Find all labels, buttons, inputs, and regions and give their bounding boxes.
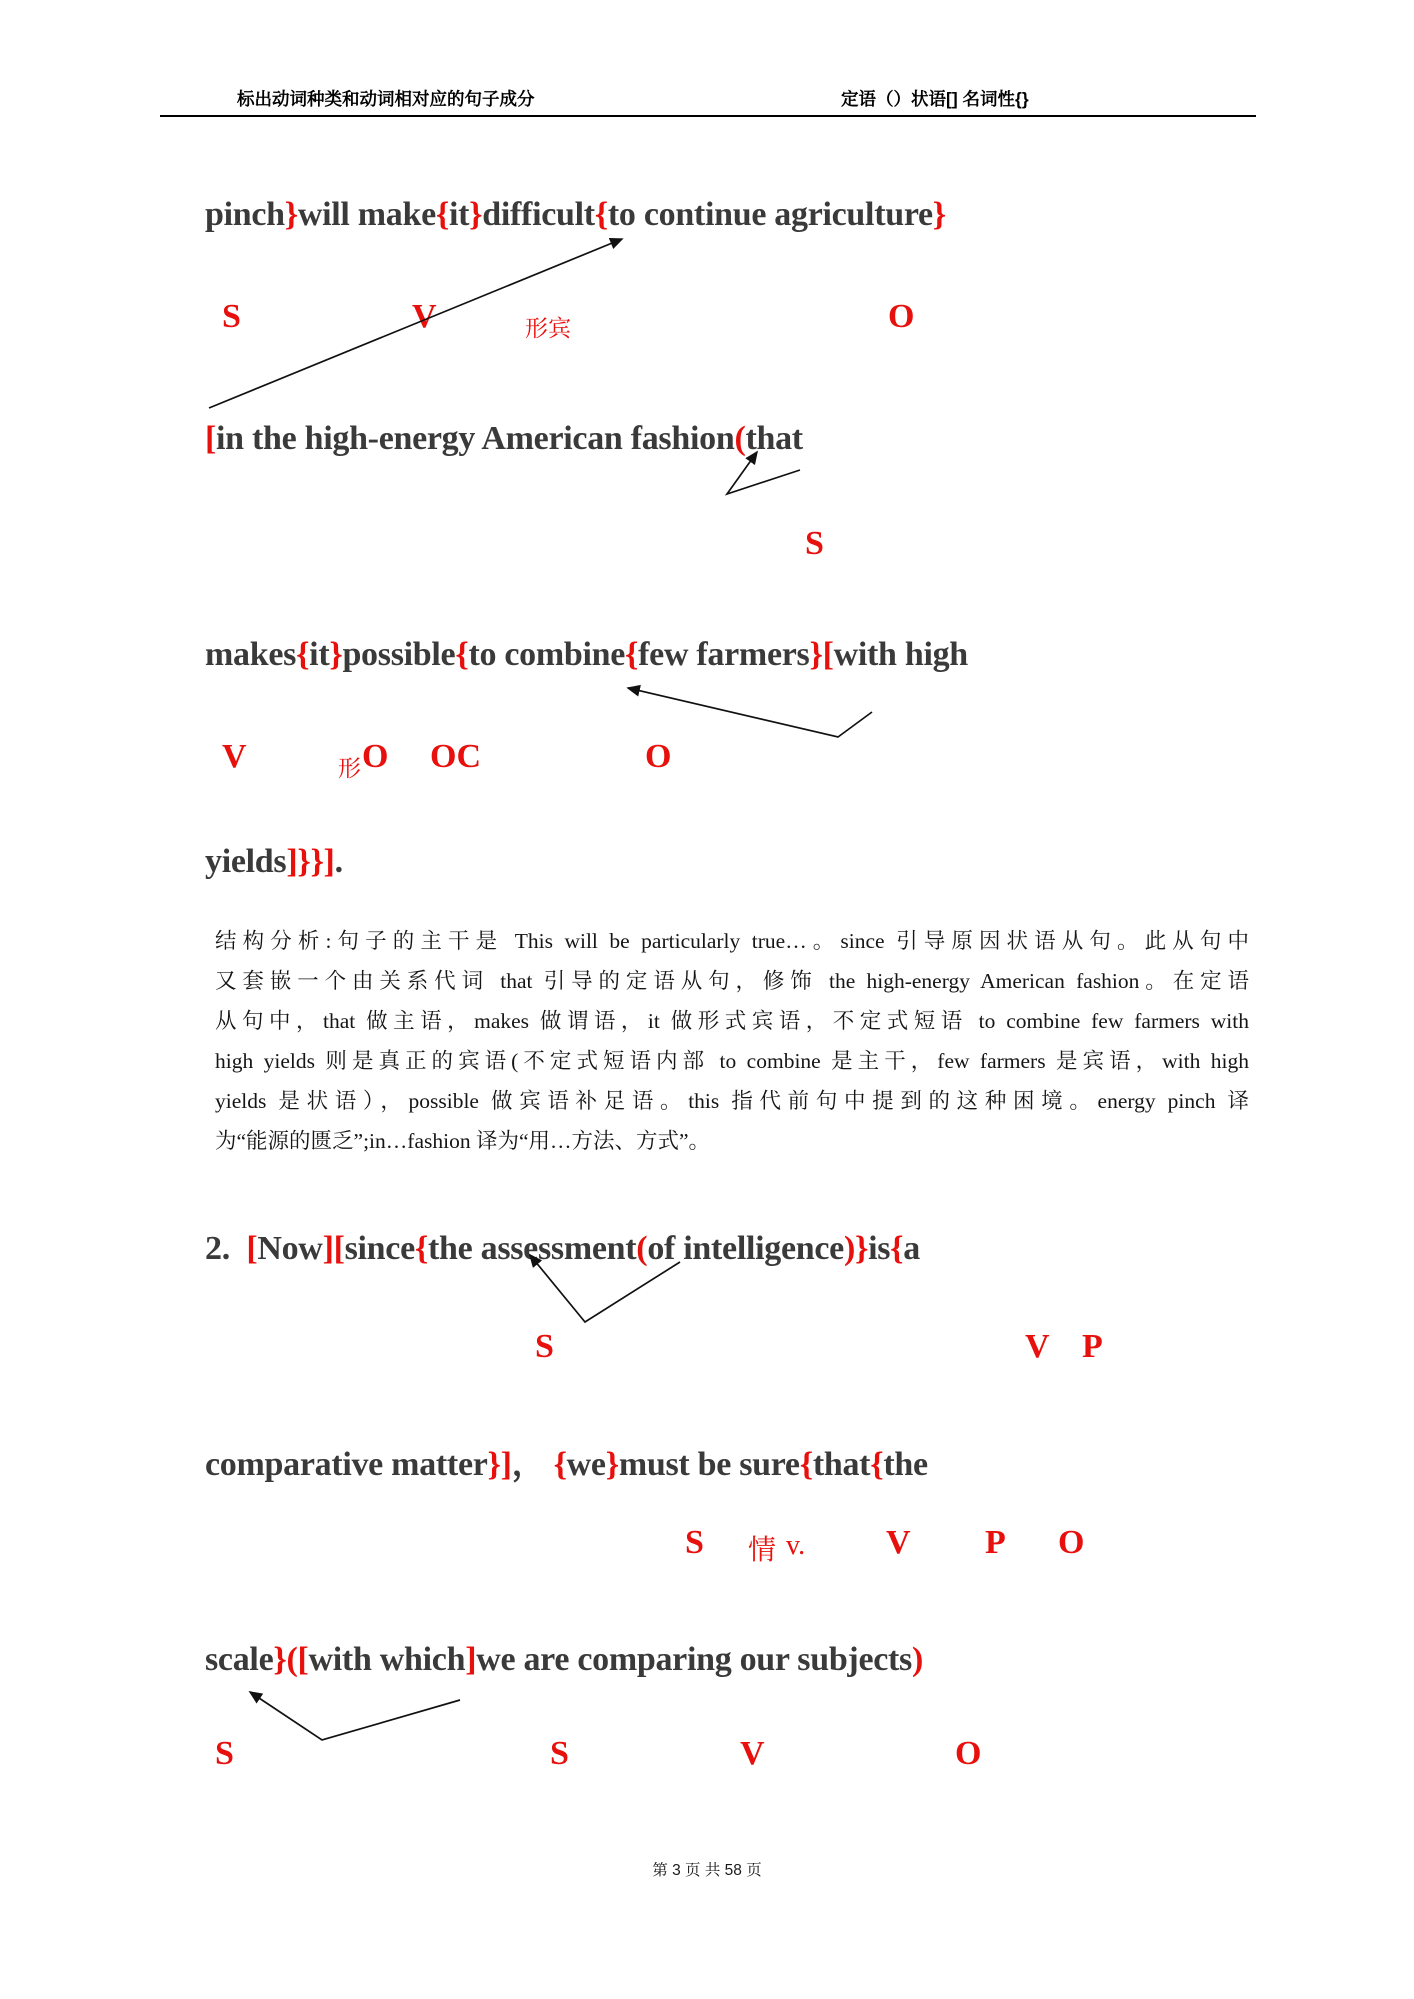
sentence-text: we <box>566 1446 606 1483</box>
bracket-mark: } <box>469 196 483 233</box>
grammar-role-label: V <box>740 1735 765 1772</box>
grammar-role-label: P <box>985 1524 1006 1561</box>
analysis-line: 又套嵌一个由关系代词 that 引导的定语从句，修饰 the high-energy American fashion。在定语 <box>215 969 1249 993</box>
grammar-role-label: O <box>1058 1524 1085 1561</box>
grammar-role-label: S <box>215 1735 234 1772</box>
header-left-title: 标出动词种类和动词相对应的句子成分 <box>237 89 535 109</box>
annotation-arrow <box>727 452 800 494</box>
sentence-text: the <box>883 1446 928 1483</box>
bracket-mark: ( <box>734 420 746 457</box>
sentence-text: . <box>334 843 343 880</box>
sentence-text: is <box>868 1230 891 1267</box>
bracket-mark: ][ <box>322 1230 345 1267</box>
sentence-text <box>545 1446 553 1483</box>
bracket-mark: { <box>870 1446 884 1483</box>
grammar-role-label: 形宾 <box>525 316 571 341</box>
sentence-text: will make <box>297 196 436 233</box>
sentence-text: with high <box>833 636 968 673</box>
sentence-text: that <box>745 420 803 457</box>
s2-line3 <box>205 1641 923 1679</box>
sentence-text: in the high-energy American fashion <box>216 420 735 457</box>
bracket-mark: } <box>932 196 946 233</box>
bracket-mark: { <box>594 196 608 233</box>
sentence-text: it <box>449 196 470 233</box>
sentence-text: comparative matter <box>205 1446 488 1483</box>
analysis-line: 结构分析:句子的主干是 This will be particularly true…。since 引导原因状语从句。此从句中 <box>215 929 1249 953</box>
grammar-role-label: S <box>805 525 824 562</box>
bracket-mark: { <box>890 1230 904 1267</box>
s1-line4 <box>205 843 343 881</box>
grammar-role-label: O <box>888 298 915 335</box>
bracket-mark: { <box>414 1230 428 1267</box>
sentence-text: with which <box>308 1641 466 1678</box>
grammar-role-label: V <box>1025 1328 1050 1365</box>
sentence-text: difficult <box>482 196 595 233</box>
bracket-mark: )} <box>843 1230 869 1267</box>
page-number-footer: 第 3 页 共 58 页 <box>652 1862 762 1879</box>
grammar-role-label: OC <box>430 738 481 775</box>
bracket-mark: ( <box>636 1230 648 1267</box>
bracket-mark: [ <box>205 420 217 457</box>
sentence-text: possible <box>342 636 456 673</box>
grammar-role-label: S <box>535 1328 554 1365</box>
bracket-mark: ) <box>912 1641 924 1678</box>
sentence-text: must be sure <box>618 1446 800 1483</box>
bracket-mark: ]}}] <box>286 843 335 880</box>
grammar-role-label: v. <box>786 1530 806 1561</box>
bracket-mark: }( <box>273 1641 298 1678</box>
bracket-mark: } <box>605 1446 619 1483</box>
sentence-text: of intelligence <box>647 1230 844 1267</box>
sentence-text: makes <box>205 636 297 673</box>
grammar-role-label: S <box>222 298 241 335</box>
grammar-role-label: V <box>412 298 437 335</box>
s1-line3 <box>205 636 968 674</box>
sentence-text: few farmers <box>638 636 810 673</box>
sentence-text: to combine <box>468 636 626 673</box>
grammar-role-label: O <box>645 738 672 775</box>
grammar-role-label: O <box>955 1735 982 1772</box>
sentence-text: to continue agriculture <box>607 196 933 233</box>
grammar-role-label: S <box>685 1524 704 1561</box>
bracket-mark: { <box>435 196 449 233</box>
bracket-mark: [ <box>297 1641 309 1678</box>
bracket-mark: { <box>296 636 310 673</box>
bracket-mark: { <box>625 636 639 673</box>
sentence-text: 2. <box>205 1230 247 1267</box>
analysis-line: yields 是状语），possible 做宾语补足语。this 指代前句中提到的这种困境。energy pinch 译 <box>215 1089 1249 1113</box>
bracket-mark: [ <box>246 1230 258 1267</box>
sentence-text: that <box>812 1446 871 1483</box>
sentence-text: yields <box>205 843 287 880</box>
sentence-text: a <box>903 1230 920 1267</box>
grammar-role-label: V <box>886 1524 911 1561</box>
bracket-mark: }] <box>487 1446 512 1483</box>
header-divider <box>160 115 1256 117</box>
s2-line2 <box>205 1436 928 1485</box>
annotation-arrow <box>628 688 872 737</box>
header-right-legend: 定语（）状语[] 名词性{} <box>841 89 1029 109</box>
bracket-mark: { <box>553 1446 567 1483</box>
sentence-text: it <box>309 636 330 673</box>
grammar-role-label: O <box>362 738 389 775</box>
analysis-line: 为“能源的匮乏”;in…fashion 译为“用…方法、方式”。 <box>215 1129 711 1153</box>
grammar-role-label: 情 <box>748 1535 777 1566</box>
sentence-text: ， <box>511 1446 546 1483</box>
annotation-arrow <box>250 1692 460 1740</box>
sentence-text: since <box>344 1230 415 1267</box>
grammar-role-label: V <box>222 738 247 775</box>
sentence-text: Now <box>257 1230 323 1267</box>
s1-line1 <box>205 196 946 234</box>
grammar-role-label: S <box>550 1735 569 1772</box>
bracket-mark: [ <box>822 636 834 673</box>
analysis-line: 从句中，that 做主语，makes 做谓语，it 做形式宾语，不定式短语 to combine few farmers with <box>215 1009 1249 1033</box>
bracket-mark: { <box>799 1446 813 1483</box>
bracket-mark: { <box>455 636 469 673</box>
grammar-role-label: P <box>1082 1328 1103 1365</box>
bracket-mark: } <box>329 636 343 673</box>
s1-line2 <box>205 420 803 458</box>
sentence-text: the assessment <box>428 1230 637 1267</box>
sentence-text: scale <box>205 1641 274 1678</box>
s2-line1 <box>205 1230 920 1268</box>
sentence-text: pinch <box>205 196 285 233</box>
analysis-line: high yields 则是真正的宾语(不定式短语内部 to combine 是主干，few farmers 是宾语，with high <box>215 1049 1249 1073</box>
bracket-mark: } <box>284 196 298 233</box>
bracket-mark: } <box>809 636 823 673</box>
bracket-mark: ] <box>465 1641 477 1678</box>
sentence-text: we are comparing our subjects <box>476 1641 912 1678</box>
grammar-role-label: 形 <box>338 756 361 781</box>
